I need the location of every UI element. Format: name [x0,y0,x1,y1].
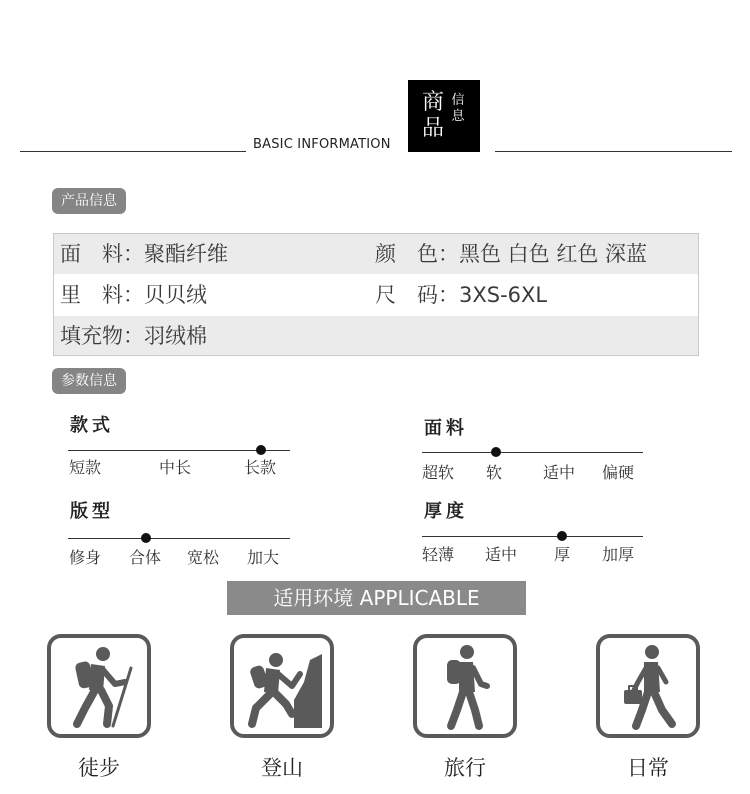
material-scale-title: 面料 [424,418,468,439]
header-divider-left [20,151,246,152]
lining-cell [60,281,207,309]
backpacker-label: 旅行 [444,756,486,780]
thickness-option: 厚 [554,545,571,564]
table-row [54,316,698,355]
fabric-cell [60,240,228,268]
hiking-icon [51,638,147,734]
style-option: 短款 [69,458,102,477]
climbing-label: 登山 [261,756,303,780]
climbing-icon [234,638,330,734]
table-row [54,275,698,315]
fit-option: 修身 [69,548,102,567]
color-key: 颜 色： [375,242,459,266]
fabric-key: 面 料： [60,242,144,266]
header-badge [408,80,480,152]
hiking-icon-box [47,634,151,738]
thickness-scale-line [422,536,643,537]
thickness-option: 适中 [485,545,518,564]
applicable-banner: 适用环境 APPLICABLE [227,581,526,615]
header-badge-small-text: 信息 [451,93,465,124]
hiking-label: 徒步 [78,756,120,780]
material-option: 偏硬 [602,463,635,482]
climbing-icon-box [230,634,334,738]
style-scale-marker [256,445,266,455]
style-scale-title: 款式 [70,415,114,436]
thickness-scale-title: 厚度 [424,501,468,522]
header-english-title: BASIC INFORMATION [253,137,391,152]
filling-cell [60,322,207,350]
table-row [54,234,698,274]
commuter-icon [600,638,696,734]
fit-scale-line [68,538,290,539]
material-option: 适中 [543,463,576,482]
header-divider-right [495,151,732,152]
material-option: 软 [486,463,503,482]
fit-option: 合体 [129,548,162,567]
color-value: 黑色 白色 红色 深蓝 [459,242,648,266]
size-value: 3XS-6XL [459,283,548,307]
product-info-table [53,233,699,356]
size-cell [375,281,547,309]
commuter-icon-box [596,634,700,738]
commuter-label: 日常 [627,756,669,780]
color-cell [375,240,647,268]
size-key: 尺 码： [375,283,459,307]
material-scale-marker [491,447,501,457]
lining-key: 里 料： [60,283,144,307]
material-scale-line [422,452,643,453]
style-option: 长款 [244,458,277,477]
fit-scale-title: 版型 [70,501,114,522]
params-tag: 参数信息 [52,368,126,394]
lining-value: 贝贝绒 [144,283,207,307]
fit-option: 加大 [247,548,280,567]
thickness-scale-marker [557,531,567,541]
fabric-value: 聚酯纤维 [144,242,228,266]
fit-option: 宽松 [187,548,220,567]
style-option: 中长 [159,458,192,477]
fit-scale-marker [141,533,151,543]
material-option: 超软 [422,463,455,482]
filling-key: 填充物： [60,324,144,348]
backpacker-icon [417,638,513,734]
header-badge-big-text: 商品 [421,90,444,141]
backpacker-icon-box [413,634,517,738]
filling-value: 羽绒棉 [144,324,207,348]
thickness-option: 轻薄 [422,545,455,564]
product-info-tag: 产品信息 [52,188,126,214]
thickness-option: 加厚 [602,545,635,564]
